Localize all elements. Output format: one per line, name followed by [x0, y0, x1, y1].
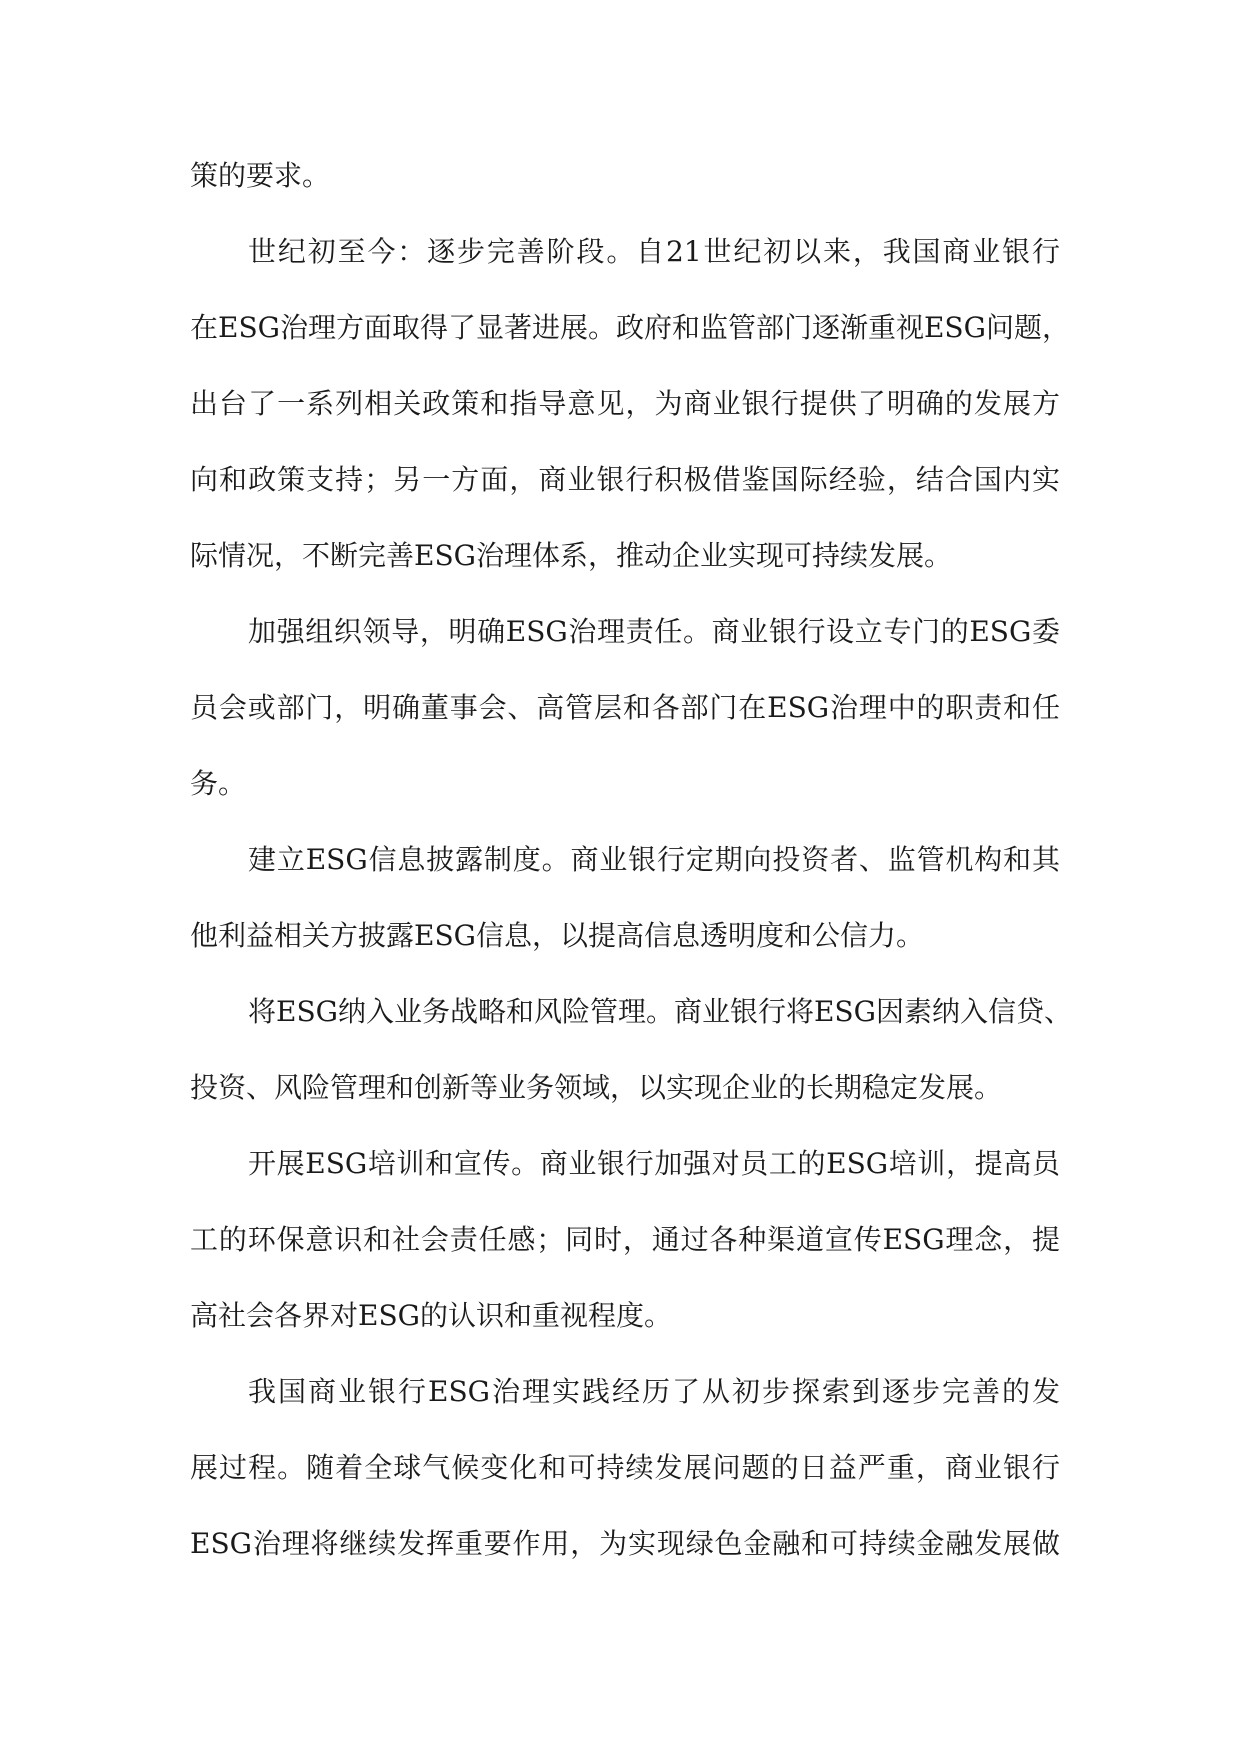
text-line: 工的环保意识和社会责任感；同时，通过各种渠道宣传ESG理念，提 — [190, 1223, 1060, 1256]
text-line: 向和政策支持；另一方面，商业银行积极借鉴国际经验，结合国内实 — [190, 463, 1060, 496]
text-line: 展过程。随着全球气候变化和可持续发展问题的日益严重，商业银行 — [190, 1451, 1060, 1484]
paragraph-start-line: 我国商业银行ESG治理实践经历了从初步探索到逐步完善的发 — [248, 1375, 1060, 1408]
document-body — [190, 138, 1072, 1582]
text-line: 出台了一系列相关政策和指导意见，为商业银行提供了明确的发展方 — [190, 387, 1060, 420]
text-line: 在ESG治理方面取得了显著进展。政府和监管部门逐渐重视ESG问题， — [190, 311, 1070, 344]
text-line: 高社会各界对ESG的认识和重视程度。 — [190, 1299, 672, 1332]
text-line: 务。 — [190, 767, 247, 800]
text-line: 际情况，不断完善ESG治理体系，推动企业实现可持续发展。 — [190, 539, 952, 572]
text-line: 投资、风险管理和创新等业务领域，以实现企业的长期稳定发展。 — [190, 1071, 1003, 1104]
paragraph-start-line: 开展ESG培训和宣传。商业银行加强对员工的ESG培训，提高员 — [248, 1147, 1060, 1180]
paragraph-start-line: 将ESG纳入业务战略和风险管理。商业银行将ESG因素纳入信贷、 — [248, 995, 1072, 1028]
text-line: 策的要求。 — [190, 159, 331, 192]
text-line: ESG治理将继续发挥重要作用，为实现绿色金融和可持续金融发展做 — [190, 1527, 1060, 1560]
text-line: 员会或部门，明确董事会、高管层和各部门在ESG治理中的职责和任 — [190, 691, 1060, 724]
paragraph-start-line: 加强组织领导，明确ESG治理责任。商业银行设立专门的ESG委 — [248, 615, 1060, 648]
paragraph-start-line: 建立ESG信息披露制度。商业银行定期向投资者、监管机构和其 — [248, 843, 1060, 876]
paragraph-start-line: 世纪初至今：逐步完善阶段。自21世纪初以来，我国商业银行 — [248, 235, 1060, 268]
text-line: 他利益相关方披露ESG信息，以提高信息透明度和公信力。 — [190, 919, 924, 952]
